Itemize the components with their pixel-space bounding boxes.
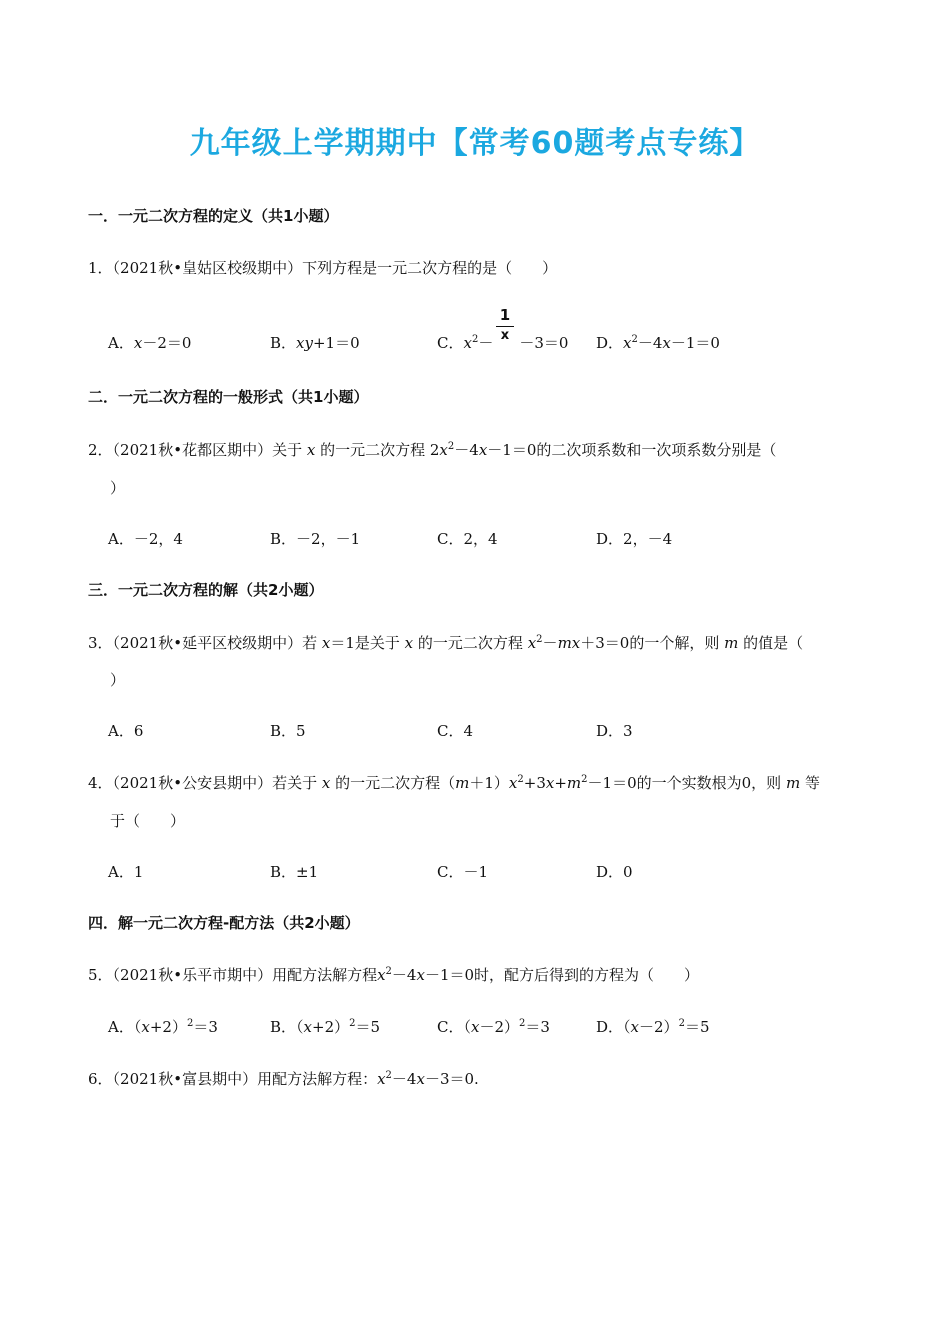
q3-option-b: B．5 [270,722,306,740]
q4-option-a: A．1 [108,863,144,881]
q2-option-b: B．－2，－1 [270,530,361,548]
q5-option-b: B．$(x+2)^2=5$ [270,1018,381,1036]
section-heading-1: 一．一元二次方程的定义（共1小题） [88,207,339,225]
q1-option-c: C．$x^2- -3=0$ [437,334,569,352]
question-6-stem: 6．（2021秋•富县期中）用配方法解方程：$x^2-4x-3=0$. [88,1070,479,1088]
q3-option-d: D．3 [596,722,633,740]
question-5-stem: 5．（2021秋•乐平市期中）用配方法解方程$x^2-4x-1=0$时，配方后得到的方程为（ ） [88,966,700,984]
q1-option-c-fraction: 1 x [496,306,514,343]
section-heading-3: 三．一元二次方程的解（共2小题） [88,581,324,599]
section-heading-2: 二．一元二次方程的一般形式（共1小题） [88,388,369,406]
q4-option-d: D．0 [596,863,633,881]
question-4-stem-cont: 于（ ） [110,812,186,830]
q3-option-a: A．6 [108,722,144,740]
q2-option-c: C．2，4 [437,530,498,548]
q1-option-d: D．$x^2-4x-1=0$ [596,334,720,352]
question-2-stem: 2．（2021秋•花都区期中）关于 x 的一元二次方程 $2x^2-4x-1=0$的二次项系数和一次项系数分别是（ [88,441,777,459]
question-1-stem: 1．（2021秋•皇姑区校级期中）下列方程是一元二次方程的是（ ） [88,259,558,277]
question-3-stem: 3．（2021秋•延平区校级期中）若 x＝1是关于 x 的一元二次方程 $x^2-mx+3=0$的一个解，则 m 的值是（ [88,634,804,652]
question-2-stem-cont: ） [110,479,126,497]
section-heading-4: 四．解一元二次方程-配方法（共2小题） [88,914,360,932]
q4-option-b: B．±1 [270,863,319,881]
q4-option-c: C．－1 [437,863,489,881]
q5-option-d: D．$(x-2)^2=5$ [596,1018,710,1036]
question-4-stem: 4．（2021秋•公安县期中）若关于 x 的一元二次方程$(m+1)x^2+3x+m^2-1=0$的一个实数根为0，则 m 等 [88,774,820,792]
q3-option-c: C．4 [437,722,474,740]
page-title: 九年级上学期期中【常考60题考点专练】 [189,126,761,161]
q1-option-b: B．xy+1＝0 [270,334,360,352]
q2-option-a: A．－2，4 [108,530,183,548]
q2-option-d: D．2，－4 [596,530,673,548]
question-3-stem-cont: ） [110,671,126,689]
q5-option-a: A．$(x+2)^2=3$ [108,1018,218,1036]
q1-option-a: A．x－2＝0 [108,334,192,352]
q5-option-c: C．$(x-2)^2=3$ [437,1018,550,1036]
